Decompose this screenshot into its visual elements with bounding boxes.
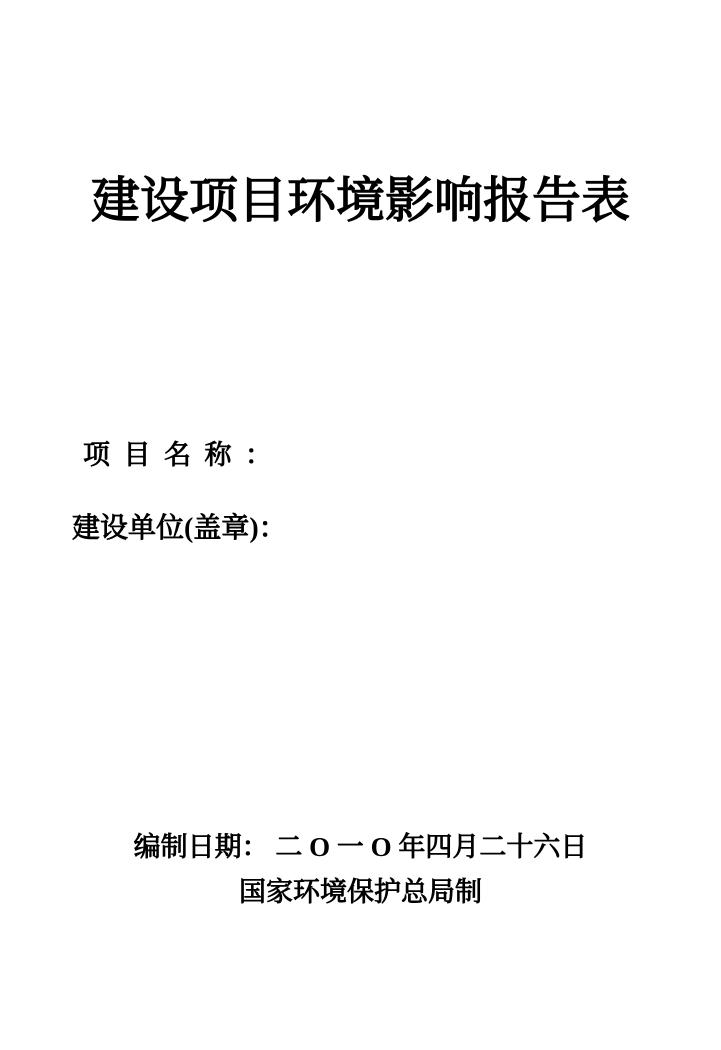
construction-unit-label: 建设单位(盖章)： <box>72 513 287 544</box>
project-name-label: 项 目 名 称 ： <box>83 440 272 470</box>
compile-date-line: 编制日期： 二 O 一 O 年四月二十六日 <box>133 832 588 862</box>
document-title: 建设项目环境影响报告表 <box>90 173 630 228</box>
issuing-authority-line: 国家环境保护总局制 <box>239 877 482 907</box>
